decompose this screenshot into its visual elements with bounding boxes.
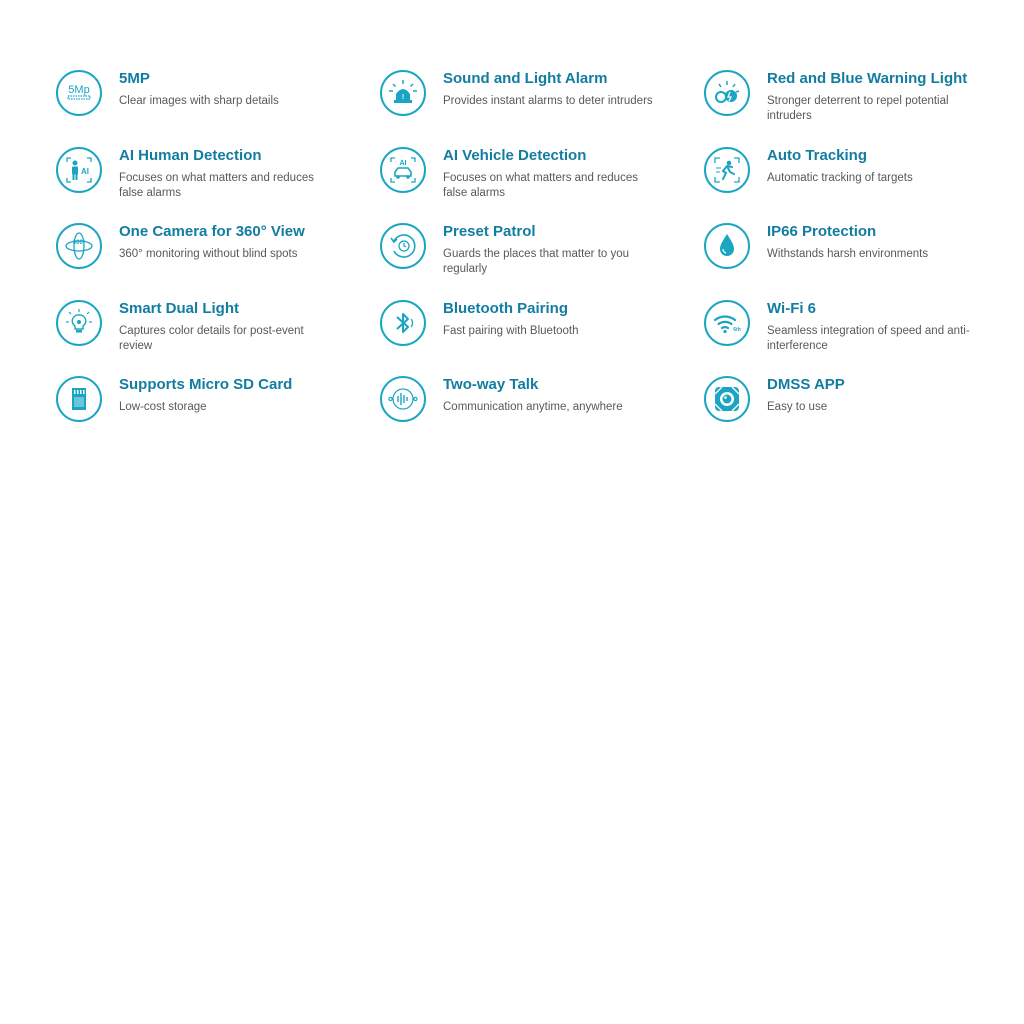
feature-ai-vehicle-detection	[380, 145, 704, 222]
feature-desc: Fast pairing with Bluetooth	[443, 324, 579, 337]
svg-text:6th: 6th	[733, 326, 741, 333]
micro-sd-card-icon	[56, 376, 102, 422]
preset-patrol-icon	[380, 223, 426, 269]
feature-title: 5MP	[119, 70, 150, 87]
feature-5mp	[56, 68, 380, 145]
feature-title: Auto Tracking	[767, 146, 868, 164]
feature-desc: Withstands harsh environments	[767, 248, 929, 260]
feature-auto-tracking	[704, 145, 986, 222]
feature-desc: Communication anytime, anywhere	[443, 401, 623, 413]
two-way-talk-icon	[380, 376, 426, 422]
feature-title: DMSS APP	[767, 376, 845, 393]
feature-title: AI Vehicle Detection	[443, 146, 587, 164]
feature-title: IP66 Protection	[767, 223, 877, 240]
dmss-app-icon	[704, 376, 750, 422]
feature-title: Two-way Talk	[443, 376, 539, 393]
feature-smart-dual-light	[56, 298, 380, 375]
feature-desc: Clear images with sharp details	[119, 95, 279, 107]
svg-text:5Mp: 5Mp	[68, 84, 90, 96]
feature-title: Red and Blue Warning Light	[767, 70, 968, 87]
feature-wifi-6	[704, 298, 986, 375]
auto-tracking-icon	[704, 147, 750, 193]
svg-text:AI: AI	[399, 159, 407, 167]
warning-light-icon	[704, 70, 750, 116]
feature-title: AI Human Detection	[119, 146, 262, 164]
feature-desc: Focuses on what matters and reduces false alarms	[119, 171, 314, 199]
feature-grid	[56, 68, 986, 451]
feature-desc: Stronger deterrent to repel potential intruders	[767, 95, 949, 122]
siren-alarm-icon	[380, 70, 426, 116]
bluetooth-icon	[380, 300, 426, 346]
feature-360-view	[56, 221, 380, 298]
feature-title: Sound and Light Alarm	[443, 70, 608, 87]
feature-desc: Low-cost storage	[119, 401, 207, 413]
feature-title: Supports Micro SD Card	[119, 376, 293, 393]
feature-dmss-app	[704, 374, 986, 451]
feature-desc: Provides instant alarms to deter intruders	[443, 95, 653, 107]
feature-preset-patrol	[380, 221, 704, 298]
feature-micro-sd-card	[56, 374, 380, 451]
feature-desc: Easy to use	[767, 401, 828, 413]
feature-desc: Captures color details for post-event review	[119, 324, 304, 352]
feature-title: Bluetooth Pairing	[443, 299, 568, 317]
feature-desc: Focuses on what matters and reduces false alarms	[443, 171, 638, 199]
360-view-icon	[56, 223, 102, 269]
feature-desc: Seamless integration of speed and anti-interference	[767, 324, 970, 352]
dual-light-icon	[56, 300, 102, 346]
feature-bluetooth-pairing	[380, 298, 704, 375]
feature-sound-light-alarm	[380, 68, 704, 145]
feature-two-way-talk	[380, 374, 704, 451]
5mp-icon	[56, 70, 102, 116]
feature-desc: Automatic tracking of targets	[767, 171, 913, 184]
svg-text:AI: AI	[81, 166, 89, 176]
feature-warning-light	[704, 68, 986, 145]
wifi-6-icon	[704, 300, 750, 346]
water-drop-icon	[704, 223, 750, 269]
feature-desc: 360° monitoring without blind spots	[119, 248, 298, 260]
ai-human-icon	[56, 147, 102, 193]
feature-ai-human-detection	[56, 145, 380, 222]
feature-title: Preset Patrol	[443, 223, 536, 240]
feature-ip66-protection	[704, 221, 986, 298]
feature-title: One Camera for 360° View	[119, 223, 305, 240]
svg-text:360°: 360°	[72, 240, 86, 246]
svg-text:!: !	[401, 94, 405, 101]
ai-vehicle-icon	[380, 147, 426, 193]
feature-title: Smart Dual Light	[119, 299, 240, 317]
feature-desc: Guards the places that matter to you regularly	[443, 248, 630, 275]
feature-title: Wi-Fi 6	[767, 299, 817, 317]
